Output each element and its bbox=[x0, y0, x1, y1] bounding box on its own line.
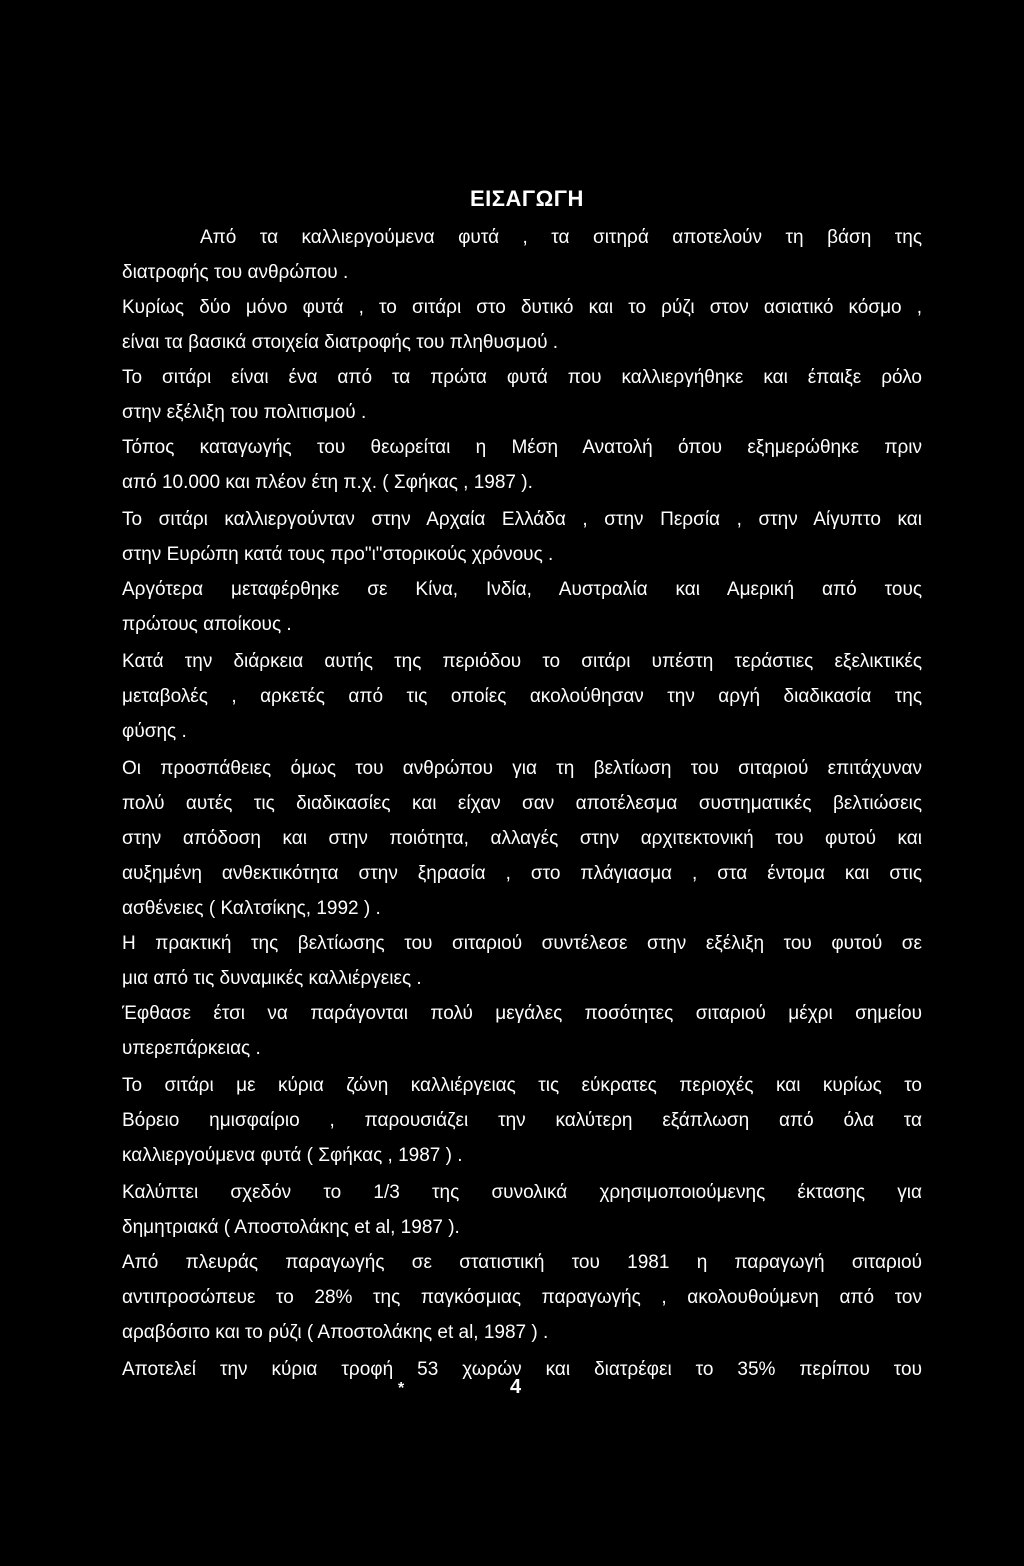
text-line: πρώτους αποίκους . bbox=[122, 614, 292, 635]
text-line: καλλιεργούμενα φυτά ( Σφήκας , 1987 ) . bbox=[122, 1145, 463, 1166]
text-line: φύσης . bbox=[122, 721, 187, 742]
text-line: Κατά την διάρκεια αυτής της περιόδου το σιτάρι υπέστη τεράστιες εξελικτικές bbox=[122, 651, 922, 672]
text-line: Κυρίως δύο μόνο φυτά , το σιτάρι στο δυτικό και το ρύζι στον ασιατικό κόσμο , bbox=[122, 297, 922, 318]
text-line: Έφθασε έτσι να παράγονται πολύ μεγάλες ποσότητες σιταριού μέχρι σημείου bbox=[122, 1003, 922, 1024]
text-line: Από πλευράς παραγωγής σε στατιστική του 1981 η παραγωγή σιταριού bbox=[122, 1252, 922, 1273]
text-line: Από τα καλλιεργούμενα φυτά , τα σιτηρά αποτελούν τη βάση της bbox=[200, 227, 922, 248]
text-line: ασθένειες ( Καλτσίκης, 1992 ) . bbox=[122, 898, 381, 919]
text-line: Αποτελεί την κύρια τροφή 53 χωρών και διατρέφει το 35% περίπου του bbox=[122, 1359, 922, 1380]
text-line: στην Ευρώπη κατά τους προ"ι"στορικούς χρόνους . bbox=[122, 544, 554, 565]
text-line: στην εξέλιξη του πολιτισμού . bbox=[122, 402, 367, 423]
text-line: αυξημένη ανθεκτικότητα στην ξηρασία , στο πλάγιασμα , στα έντομα και στις bbox=[122, 863, 922, 884]
text-line: δημητριακά ( Αποστολάκης et al, 1987 ). bbox=[122, 1217, 460, 1238]
text-line: Το σιτάρι με κύρια ζώνη καλλιέργειας τις εύκρατες περιοχές και κυρίως το bbox=[122, 1075, 922, 1096]
text-line: διατροφής του ανθρώπου . bbox=[122, 262, 349, 283]
text-line: Οι προσπάθειες όμως του ανθρώπου για τη βελτίωση του σιταριού επιτάχυναν bbox=[122, 758, 922, 779]
text-line: Η πρακτική της βελτίωσης του σιταριού συντέλεσε στην εξέλιξη του φυτού σε bbox=[122, 933, 922, 954]
text-line: αντιπροσώπευε το 28% της παγκόσμιας παραγωγής , ακολουθούμενη από τον bbox=[122, 1287, 922, 1308]
footer-mark: * bbox=[398, 1380, 405, 1397]
text-line: Το σιτάρι είναι ένα από τα πρώτα φυτά που καλλιεργήθηκε και έπαιξε ρόλο bbox=[122, 367, 922, 388]
page-title: ΕΙΣΑΓΩΓΗ bbox=[470, 186, 584, 211]
text-line: Βόρειο ημισφαίριο , παρουσιάζει την καλύτερη εξάπλωση από όλα τα bbox=[122, 1110, 922, 1131]
text-line: είναι τα βασικά στοιχεία διατροφής του πληθυσμού . bbox=[122, 332, 559, 353]
text-line: Τόπος καταγωγής του θεωρείται η Μέση Ανατολή όπου εξημερώθηκε πριν bbox=[122, 437, 922, 458]
text-line: Καλύπτει σχεδόν το 1/3 της συνολικά χρησιμοποιούμενης έκτασης για bbox=[122, 1182, 922, 1203]
text-line: υπερεπάρκειας . bbox=[122, 1038, 261, 1059]
text-line: από 10.000 και πλέον έτη π.χ. ( Σφήκας , 1987 ). bbox=[122, 472, 533, 493]
page-number: 4 bbox=[510, 1376, 522, 1398]
text-line: αραβόσιτο και το ρύζι ( Αποστολάκης et al, 1987 ) . bbox=[122, 1322, 549, 1343]
text-line: μια από τις δυναμικές καλλιέργειες . bbox=[122, 968, 422, 989]
text-line: στην απόδοση και στην ποιότητα, αλλαγές στην αρχιτεκτονική του φυτού και bbox=[122, 828, 922, 849]
text-line: μεταβολές , αρκετές από τις οποίες ακολούθησαν την αργή διαδικασία της bbox=[122, 686, 922, 707]
text-line: πολύ αυτές τις διαδικασίες και είχαν σαν αποτέλεσμα συστηματικές βελτιώσεις bbox=[122, 793, 922, 814]
text-line: Το σιτάρι καλλιεργούνταν στην Αρχαία Ελλάδα , στην Περσία , στην Αίγυπτο και bbox=[122, 509, 922, 530]
text-line: Αργότερα μεταφέρθηκε σε Κίνα, Ινδία, Αυστραλία και Αμερική από τους bbox=[122, 579, 922, 600]
